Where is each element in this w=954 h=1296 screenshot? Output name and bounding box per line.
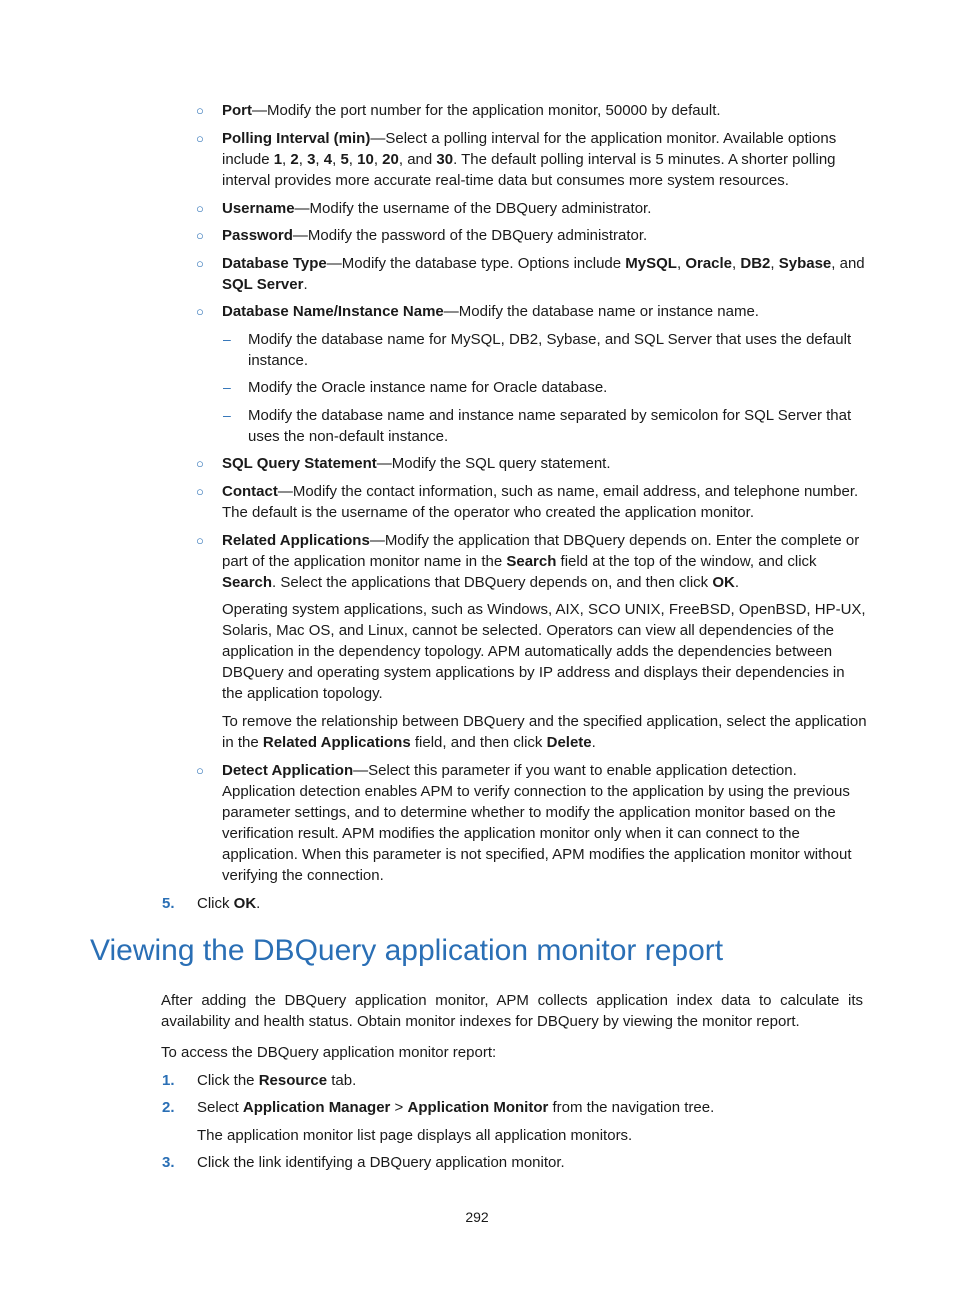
step-select-application-monitor: Select Application Manager > Application Monitor from the navigation tree. <box>197 1099 715 1116</box>
list-item-password: Password—Modify the password of the DBQuery administrator. <box>222 227 648 244</box>
bullet-icon: ○ <box>196 131 204 146</box>
bullet-icon: ○ <box>196 456 204 471</box>
bullet-icon: ○ <box>196 228 204 243</box>
sub-item-default-instance: Modify the database name for MySQL, DB2, Sybase, and SQL Server that uses the default instance. <box>248 331 852 369</box>
list-item-related-applications: Related Applications—Modify the application that DBQuery depends on. Enter the complete or part of the application monitor name in the Search field at the top of the window, and click Search. Select the applications that DBQuery depends on, and then click OK. <box>222 532 860 591</box>
bullet-icon: ○ <box>196 103 204 118</box>
step-number: 1. <box>162 1072 175 1089</box>
list-item-database-name: Database Name/Instance Name—Modify the database name or instance name. <box>222 303 759 320</box>
related-applications-note: Operating system applications, such as Windows, AIX, SCO UNIX, FreeBSD, OpenBSD, HP-UX, Solaris, Mac OS, and Linux, cannot be selected. Operators can view all dependencies of the application in the dependency topology. APM automatically adds the dependencies between DBQuery and operating system applications by IP address and displays their dependencies in the application topology. <box>222 601 866 702</box>
dash-icon: – <box>223 407 231 423</box>
bullet-icon: ○ <box>196 763 204 778</box>
access-paragraph: To access the DBQuery application monitor report: <box>161 1044 497 1061</box>
list-item-username: Username—Modify the username of the DBQuery administrator. <box>222 200 652 217</box>
section-heading: Viewing the DBQuery application monitor report <box>90 934 724 967</box>
list-item-database-type: Database Type—Modify the database type. Options include MySQL, Oracle, DB2, Sybase, and SQL Server. <box>222 255 865 293</box>
term-label: Port <box>222 102 252 119</box>
related-applications-remove-note: To remove the relationship between DBQuery and the specified application, select the application in the Related Applications field, and then click Delete. <box>222 713 867 751</box>
step-note: The application monitor list page displays all application monitors. <box>197 1127 633 1144</box>
dash-icon: – <box>223 379 231 395</box>
sub-item-oracle-instance: Modify the Oracle instance name for Oracle database. <box>248 379 608 396</box>
page-number: 292 <box>465 1209 489 1225</box>
intro-paragraph: After adding the DBQuery application monitor, APM collects application index data to calculate its availability and health status. Obtain monitor indexes for DBQuery by viewing the monitor report. <box>161 992 863 1030</box>
dash-icon: – <box>223 331 231 347</box>
bullet-icon: ○ <box>196 484 204 499</box>
bullet-icon: ○ <box>196 256 204 271</box>
step-click-resource: Click the Resource tab. <box>197 1072 357 1089</box>
bullet-icon: ○ <box>196 201 204 216</box>
list-item-port: Port—Modify the port number for the application monitor, 50000 by default. <box>222 102 721 119</box>
list-item-polling-interval: Polling Interval (min)—Select a polling interval for the application monitor. Available options include 1, 2, 3, 4, 5, 10, 20, and 30. The default polling interval is 5 minutes. A shorter polling interval provides more accurate real-time data but consumes more system resources. <box>222 130 837 189</box>
step-number: 2. <box>162 1099 175 1116</box>
step-click-link: Click the link identifying a DBQuery application monitor. <box>197 1154 565 1171</box>
step-click-ok: Click OK. <box>197 895 261 912</box>
list-item-sql-query: SQL Query Statement—Modify the SQL query statement. <box>222 455 611 472</box>
list-item-detect-application: Detect Application—Select this parameter if you want to enable application detection. Application detection enables APM to verify connection to the application by using the previous parameter settings, and to determine whether to modify the application monitor based on the verification result. APM modifies the application monitor only when it can connect to the application. When this parameter is not specified, APM modifies the application monitor without verifying the connection. <box>222 762 852 884</box>
list-item-contact: Contact—Modify the contact information, such as name, email address, and telephone number. The default is the username of the operator who created the application monitor. <box>222 483 859 521</box>
bullet-icon: ○ <box>196 304 204 319</box>
sub-item-non-default-instance: Modify the database name and instance name separated by semicolon for SQL Server that uses the non-default instance. <box>248 407 852 445</box>
step-number: 3. <box>162 1154 175 1171</box>
bullet-icon: ○ <box>196 533 204 548</box>
step-number: 5. <box>162 895 175 912</box>
